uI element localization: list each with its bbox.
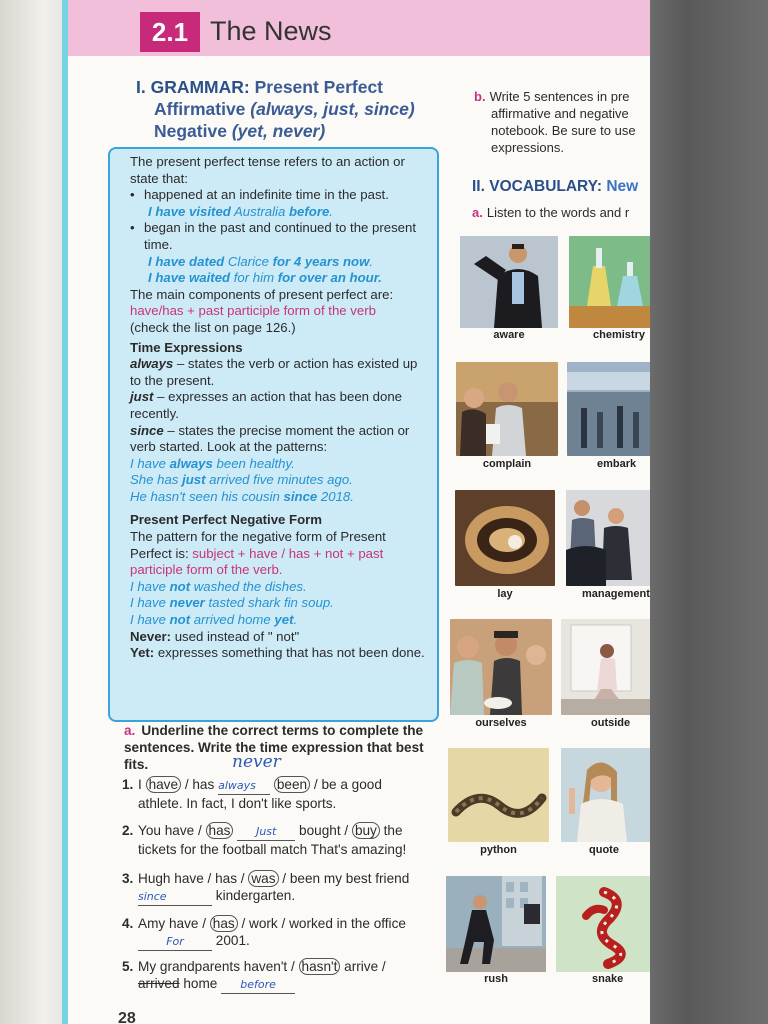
yet-definition: Yet: expresses something that has not been done. — [130, 645, 425, 661]
vocab-word-snake: snake — [592, 973, 624, 985]
exercise-a-text: Underline the correct terms to complete the sentences. Write the time expression that best fits. — [124, 723, 424, 772]
rule-components: The main components of present perfect are: — [130, 286, 394, 302]
vocab-card-aware[interactable] — [460, 236, 558, 342]
page-gutter-shadow — [650, 0, 768, 1024]
page-number: 28 — [118, 1010, 136, 1024]
vocab-word-quote: quote — [589, 844, 619, 856]
exercise-item-3: 3. Hugh have / has / was / been my best friend since kindergarten. — [122, 870, 422, 906]
time-since: since – states the precise moment the action or verb started. Look at the patterns: — [130, 422, 410, 455]
exercise-b-line3: notebook. Be sure to use — [491, 123, 636, 138]
answer-blank-2[interactable]: Just — [237, 823, 295, 841]
exercise-item-2: 2. You have / has Just bought / buy the tickets for the football match That's amazing! — [122, 823, 407, 857]
vocab-word-ourselves: ourselves — [475, 717, 527, 729]
grammar-heading-affirmative-words: (always, just, since) — [250, 99, 415, 119]
vocab-card-lay[interactable] — [455, 490, 555, 602]
exercise-a-letter: a. — [124, 723, 136, 738]
grammar-heading-line1: Present Perfect — [254, 77, 384, 97]
rule-formula: have/has + past participle form of the verb — [130, 303, 376, 319]
grammar-heading-negative-words: (yet, never) — [231, 121, 326, 141]
vocab-card-outside[interactable] — [561, 619, 650, 731]
unit-title: The News — [210, 16, 332, 46]
exercise-b-line4: expressions. — [491, 140, 564, 155]
negative-example-3: I have not arrived home yet. — [130, 612, 298, 628]
exercise-b — [474, 88, 654, 156]
vocab-card-embark[interactable] — [567, 362, 650, 472]
rule-example-visited: I have visited Australia before. — [148, 203, 333, 219]
negative-example-1: I have not washed the dishes. — [130, 578, 307, 594]
vocab-card-rush[interactable] — [446, 876, 546, 988]
grammar-rule-box — [108, 147, 439, 722]
vocab-word-python: python — [480, 844, 517, 856]
grammar-heading-negative: Negative — [154, 121, 227, 141]
never-definition: Never: used instead of " not" — [130, 628, 300, 644]
vocab-word-outside: outside — [591, 717, 631, 729]
vocab-card-quote[interactable] — [561, 748, 650, 860]
book-left-edge — [0, 0, 62, 1024]
exercise-b-line2: affirmative and negative — [491, 106, 629, 121]
vocabulary-heading: II. VOCABULARY: New — [472, 178, 639, 195]
pattern-just: She has just arrived five minutes ago. — [130, 472, 353, 488]
negative-form-heading: Present Perfect Negative Form — [130, 512, 323, 528]
rule-example-waited: I have waited for him for over an hour. — [148, 270, 382, 286]
vocab-word-management: management — [582, 588, 650, 600]
vocab-card-management[interactable] — [566, 490, 650, 602]
vocab-word-chemistry: chemistry — [593, 329, 645, 341]
grammar-heading-affirmative: Affirmative — [154, 99, 246, 119]
answer-blank-5[interactable]: before — [221, 976, 295, 994]
negative-example-2: I have never tasted shark fin soup. — [130, 595, 334, 611]
rule-check-list: (check the list on page 126.) — [130, 319, 296, 335]
exercise-item-1: 1. I have / has always been / be a good athlete. In fact, I don't like sports. — [122, 777, 382, 811]
pattern-always: I have always been healthy. — [130, 455, 295, 471]
vocab-card-chemistry[interactable] — [569, 236, 650, 342]
answer-blank-1[interactable]: always — [218, 777, 270, 795]
answer-blank-4[interactable]: For — [138, 933, 212, 951]
vocab-card-complain[interactable] — [456, 362, 558, 472]
vocab-word-embark: embark — [597, 458, 637, 470]
vocabulary-instruction: a. Listen to the words and r — [472, 205, 630, 220]
time-just: just – expresses an action that has been done recently. — [130, 389, 402, 421]
negative-form-pattern: The pattern for the negative form of Present Perfect is: subject + have / has + not + past participle form of the verb. — [130, 529, 386, 578]
handwritten-never: never — [232, 752, 281, 772]
vocab-word-aware: aware — [493, 329, 525, 341]
exercise-b-letter: b. — [474, 89, 486, 104]
exercise-item-5: 5. My grandparents haven't / hasn't arrive / arrived home before — [122, 958, 422, 994]
rule-bullet-1: • happened at an indefinite time in the past. — [130, 187, 427, 204]
pattern-since: He hasn't seen his cousin since 2018. — [130, 488, 354, 504]
time-expressions-heading: Time Expressions — [130, 339, 243, 355]
vocab-card-ourselves[interactable] — [450, 619, 552, 731]
vocab-word-rush: rush — [484, 973, 508, 985]
grammar-heading-lead: I. GRAMMAR: — [136, 77, 250, 97]
grammar-heading — [136, 76, 456, 142]
time-always: always – states the verb or action has existed up to the present. — [130, 356, 418, 388]
rule-intro: The present perfect tense refers to an action or state that: — [130, 154, 405, 186]
exercise-item-4: 4. Amy have / has / work / worked in the office For 2001. — [122, 915, 422, 951]
rule-example-dated: I have dated Clarice for 4 years now. — [148, 253, 374, 269]
vocab-card-snake[interactable] — [556, 876, 650, 988]
vocab-word-lay: lay — [497, 588, 513, 600]
exercise-b-line1: Write 5 sentences in pre — [489, 89, 630, 104]
unit-number-badge: 2.1 — [140, 12, 200, 52]
rule-bullet-2: • began in the past and continued to the present time. — [130, 220, 427, 253]
answer-blank-3[interactable]: since — [138, 888, 212, 906]
vocab-card-python[interactable] — [448, 748, 549, 860]
vocab-word-complain: complain — [482, 458, 532, 470]
